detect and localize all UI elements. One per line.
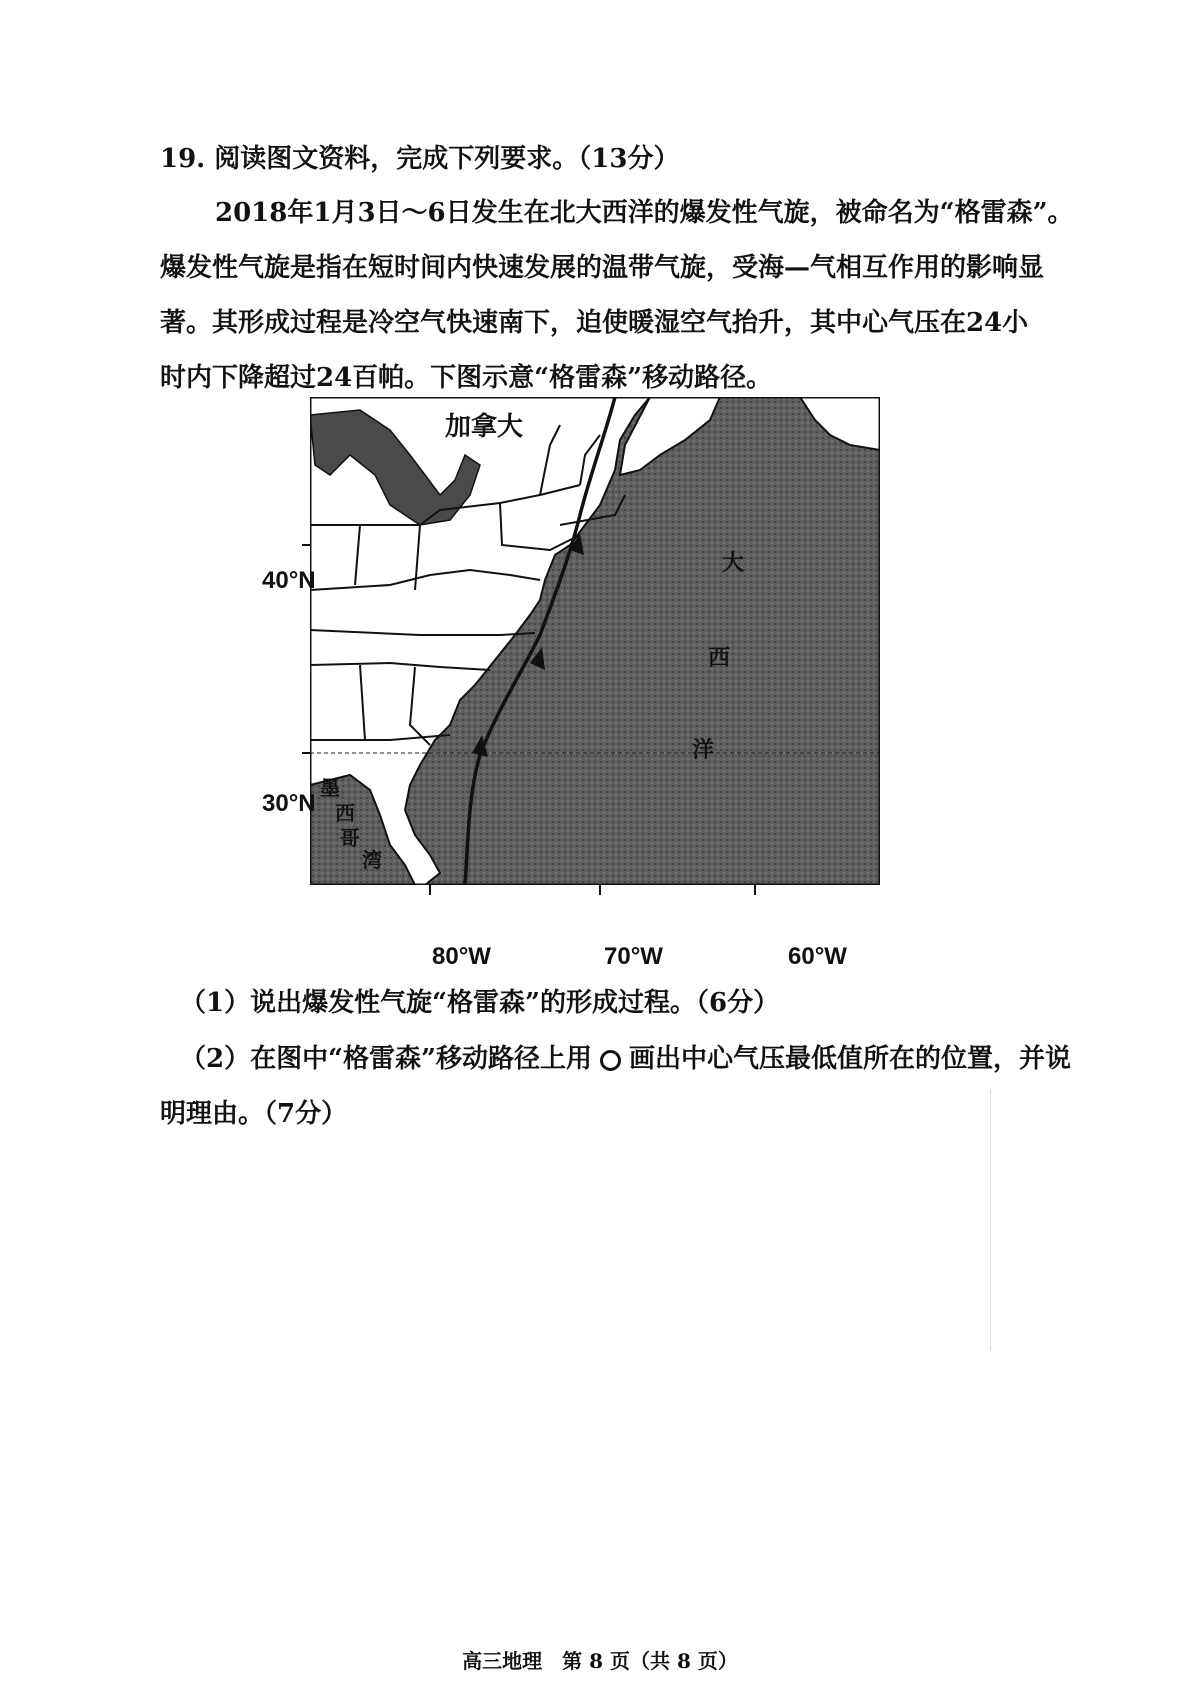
sub-question-2-after: 画出中心气压最低值所在的位置，并说 [629, 1044, 1072, 1074]
sub-question-2-before: （2）在图中“格雷森”移动路径上用 [180, 1044, 593, 1074]
gulf-label-2: 西 [335, 801, 355, 825]
sub-question-1: （1）说出爆发性气旋“格雷森”的形成过程。（6分） [180, 988, 780, 1018]
sub-question-2 [180, 1038, 1080, 1075]
paragraph-line-3: 著。其形成过程是冷空气快速南下，迫使暖湿空气抬升，其中心气压在24小 [160, 308, 1029, 338]
gulf-label-4: 湾 [362, 848, 382, 872]
sub-question-2-line-2: 明理由。（7分） [160, 1099, 348, 1129]
atlantic-label-2: 西 [708, 645, 731, 671]
page-footer: 高三地理 第 8 页（共 8 页） [462, 1649, 738, 1673]
lon-70-label: 70°W [604, 943, 663, 970]
map-figure [240, 395, 1000, 985]
scan-artifact [990, 1090, 997, 1350]
paragraph-line-2: 爆发性气旋是指在短时间内快速发展的温带气旋，受海—气相互作用的影响显 [160, 253, 1045, 283]
canada-label: 加拿大 [445, 412, 524, 442]
cyclone-path-map [240, 395, 1000, 985]
paragraph-line-4: 时内下降超过24百帕。下图示意“格雷森”移动路径。 [160, 363, 773, 393]
gulf-label-1: 墨 [320, 776, 340, 800]
lat-30-label: 30°N [262, 790, 316, 817]
lon-80-label: 80°W [432, 943, 491, 970]
atlantic-label-3: 洋 [692, 737, 715, 763]
lat-40-label: 40°N [262, 567, 316, 594]
gulf-label-3: 哥 [340, 826, 360, 850]
atlantic-label-1: 大 [722, 550, 745, 576]
paragraph-line-1: 2018年1月3日～6日发生在北大西洋的爆发性气旋，被命名为“格雷森”。 [215, 198, 1074, 228]
circle-marker-icon [600, 1050, 621, 1071]
lon-60-label: 60°W [788, 943, 847, 970]
question-title: 19. 阅读图文资料，完成下列要求。（13分） [160, 144, 680, 174]
